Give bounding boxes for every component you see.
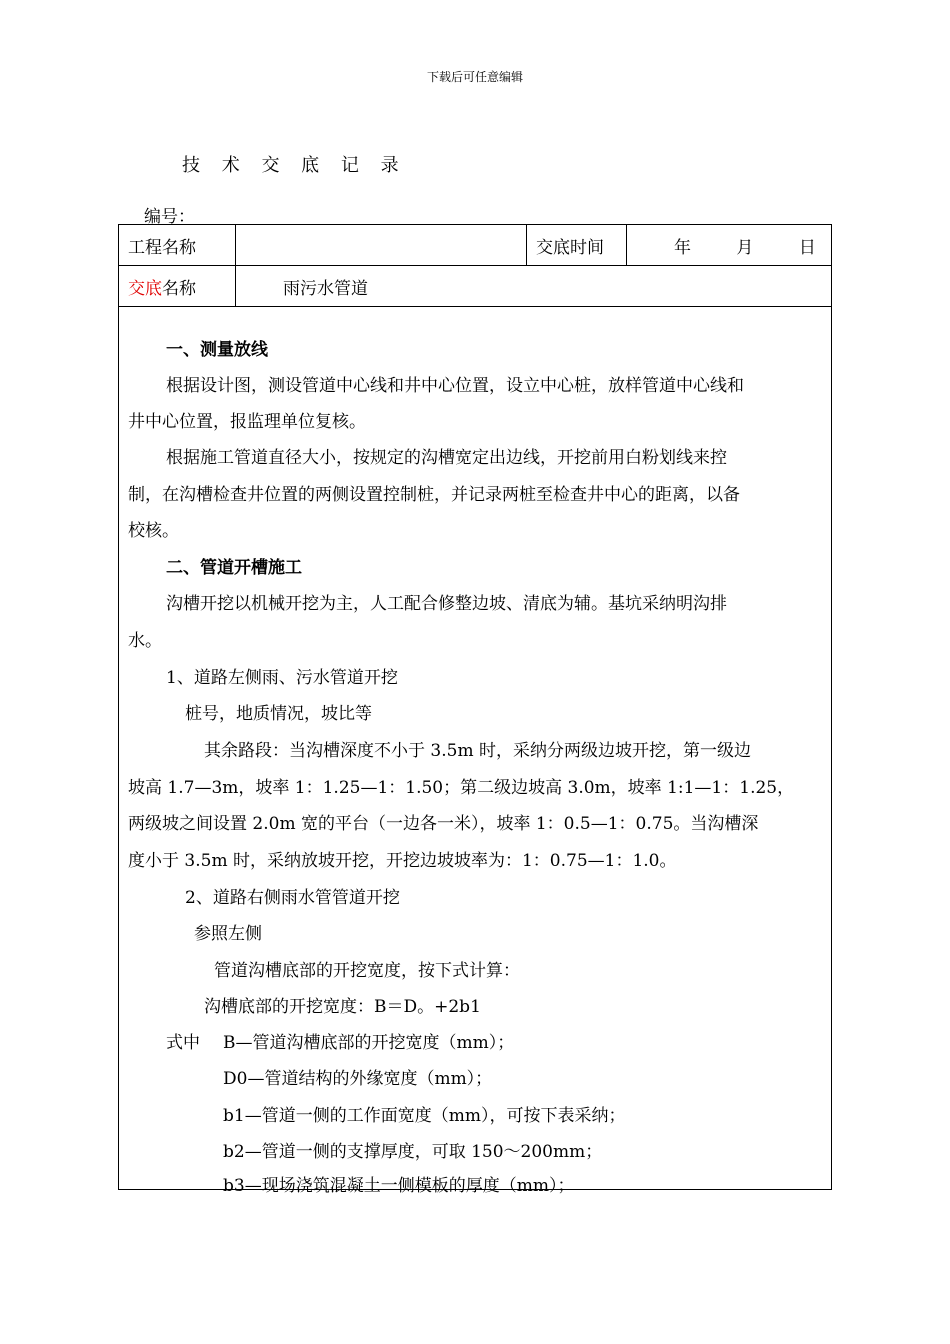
- month-label: 月: [736, 237, 754, 258]
- paragraph-line: 水。: [128, 631, 162, 651]
- item-2-subtext: 参照左侧: [194, 924, 262, 944]
- paragraph-line: 度小于 3.5m 时，采纳放坡开挖，开挖边坡坡率为：1：0.75—1：1.0。: [128, 851, 677, 871]
- section-1-heading: 一、测量放线: [166, 340, 268, 360]
- day-label: 日: [798, 237, 816, 258]
- project-name-label: 工程名称: [119, 225, 236, 266]
- document-title: 技 术 交 底 记 录: [182, 155, 407, 176]
- project-name-value: [236, 225, 527, 266]
- definition-b1: b1—管道一侧的工作面宽度（mm），可按下表采纳；: [223, 1106, 626, 1126]
- section-2-heading: 二、管道开槽施工: [166, 558, 302, 578]
- paragraph-line: 其余路段：当沟槽深度不小于 3.5m 时，采纳分两级边坡开挖，第一级边: [204, 741, 751, 761]
- table-row: [119, 225, 832, 266]
- definition-b2: b2—管道一侧的支撑厚度，可取 150～200mm；: [223, 1142, 603, 1162]
- item-2-heading: 2、道路右侧雨水管管道开挖: [185, 888, 400, 908]
- paragraph-line: 根据设计图，测设管道中心线和井中心位置，设立中心桩，放样管道中心线和: [166, 376, 744, 396]
- handover-time-label: 交底时间: [527, 225, 627, 266]
- paragraph-line: 制，在沟槽检查井位置的两侧设置控制桩，并记录两桩至检查井中心的距离，以备: [128, 485, 740, 505]
- formula: 沟槽底部的开挖宽度：B＝D。+2b1: [204, 997, 481, 1017]
- handover-name-label-red: 交底: [128, 278, 162, 299]
- paragraph-line: 坡高 1.7—3m，坡率 1：1.25—1：1.50；第二级边坡高 3.0m，坡率 1:1—1：1.25，: [128, 778, 795, 798]
- content-box: [118, 306, 832, 1196]
- header-note: 下载后可任意编辑: [426, 70, 523, 84]
- handover-name-label-rest: 名称: [162, 278, 196, 299]
- definition-b: B—管道沟槽底部的开挖宽度（mm）；: [223, 1033, 515, 1053]
- table-row: [119, 266, 832, 307]
- formula-intro: 管道沟槽底部的开挖宽度，按下式计算：: [214, 961, 520, 981]
- handover-name-label: [119, 266, 236, 307]
- number-label: 编号：: [144, 207, 195, 227]
- item-1-heading: 1、道路左侧雨、污水管道开挖: [166, 668, 398, 688]
- paragraph-line: 井中心位置，报监理单位复核。: [128, 412, 366, 432]
- paragraph-line: 两级坡之间设置 2.0m 宽的平台（一边各一米），坡率 1：0.5—1：0.75。当沟槽深: [128, 814, 759, 834]
- handover-name-value: 雨污水管道: [236, 266, 832, 307]
- paragraph-line: 沟槽开挖以机械开挖为主，人工配合修整边坡、清底为辅。基坑采纳明沟排: [166, 594, 727, 614]
- paragraph-line: 校核。: [128, 521, 179, 541]
- year-label: 年: [674, 237, 691, 258]
- definition-b3: b3—现场浇筑混凝土一侧模板的厚度（mm）；: [223, 1176, 575, 1196]
- handover-date: [627, 225, 832, 266]
- where-label: 式中: [166, 1033, 200, 1053]
- item-1-subtext: 桩号，地质情况，坡比等: [185, 704, 372, 724]
- definition-d0: D0—管道结构的外缘宽度（mm）；: [223, 1069, 493, 1089]
- info-table: [118, 224, 832, 307]
- paragraph-line: 根据施工管道直径大小，按规定的沟槽宽定出边线，开挖前用白粉划线来控: [166, 448, 727, 468]
